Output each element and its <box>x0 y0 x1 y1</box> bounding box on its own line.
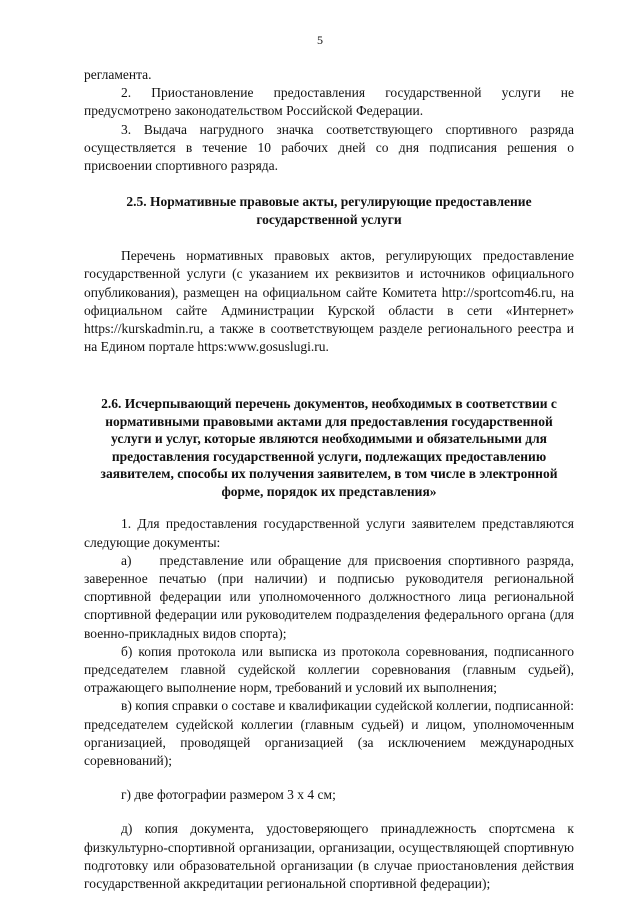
paragraph <box>84 552 574 643</box>
paragraph <box>84 697 574 770</box>
paragraph <box>84 66 574 84</box>
paragraph-text: 1. Для предоставления государственной услуги заявителем представляются следующие документы: <box>84 516 574 550</box>
paragraph <box>84 643 574 698</box>
paragraph <box>84 820 574 893</box>
paragraph-text: 2.5. Нормативные правовые акты, регулирующие предоставление государственной услуги <box>126 194 532 227</box>
paragraph <box>84 786 574 804</box>
paragraph <box>84 247 574 356</box>
paragraph-text: Перечень нормативных правовых актов, регулирующих предоставление государственной услуги (с указанием их реквизитов и источников официального опубликования), размещен на официальном сайте Комитета http://sportcom46.ru, на официальном сайте Администрации Курской области в сети «Интернет» https://kurskadmin.ru, а также в соответствующем разделе регионального реестра и на Едином портале https:www.gosuslugi.ru. <box>84 248 574 355</box>
document-body <box>84 66 574 893</box>
section-heading <box>84 395 574 500</box>
paragraph-text: г) две фотографии размером 3 х 4 см; <box>121 787 336 803</box>
paragraph-text: регламента. <box>84 67 152 82</box>
page-number: 5 <box>317 33 323 47</box>
paragraph <box>84 84 574 120</box>
paragraph-text: д) копия документа, удостоверяющего принадлежность спортсмена к физкультурно-спортивной организации, организации, осуществляющей спортивную подготовку или образовательной организации (в случае приостановления действия государственной аккредитации региональной спортивной федерации); <box>84 821 574 892</box>
section-heading <box>84 193 574 228</box>
paragraph-text: 2.6. Исчерпывающий перечень документов, необходимых в соответствии с нормативными правовыми актами для предоставления государственной услуги и услуг, которые являются необходимыми и обязательными для предоставления государственной услуги, подлежащих предоставлению заявителем, способы их получения заявителем, в том числе в электронной форме, порядок их представления» <box>100 396 558 499</box>
paragraph-text: в) копия справки о составе и квалификации судейской коллегии, подписанной: председателем судейской коллегии (главным судьей) и лицом, уполномоченным организацией, проводящей организацией (за исключением международных соревнований); <box>84 698 574 769</box>
list-item-label: а) <box>121 552 132 568</box>
paragraph <box>84 121 574 176</box>
paragraph <box>84 515 574 551</box>
paragraph-text: 3. Выдача нагрудного значка соответствующего спортивного разряда осуществляется в течение 10 рабочих дней со дня подписания решения о присвоении спортивного разряда. <box>84 121 574 174</box>
paragraph-text: представление или обращение для присвоения спортивного разряда, заверенное печатью (при наличии) и подписью руководителя региональной спортивной федерации или уполномоченного должностного лица региональной спортивной федерации или руководителем подразделения федерального органа (для военно-прикладных видов спорта); <box>84 552 574 641</box>
paragraph-text: 2. Приостановление предоставления государственной услуги не предусмотрено законодательством Российской Федерации. <box>84 85 574 119</box>
paragraph-text: б) копия протокола или выписка из протокола соревнования, подписанного председателем главной судейской коллегии соревнования (главным судьей), отражающего выполнение норм, требований и условий их выполнения; <box>84 643 574 696</box>
